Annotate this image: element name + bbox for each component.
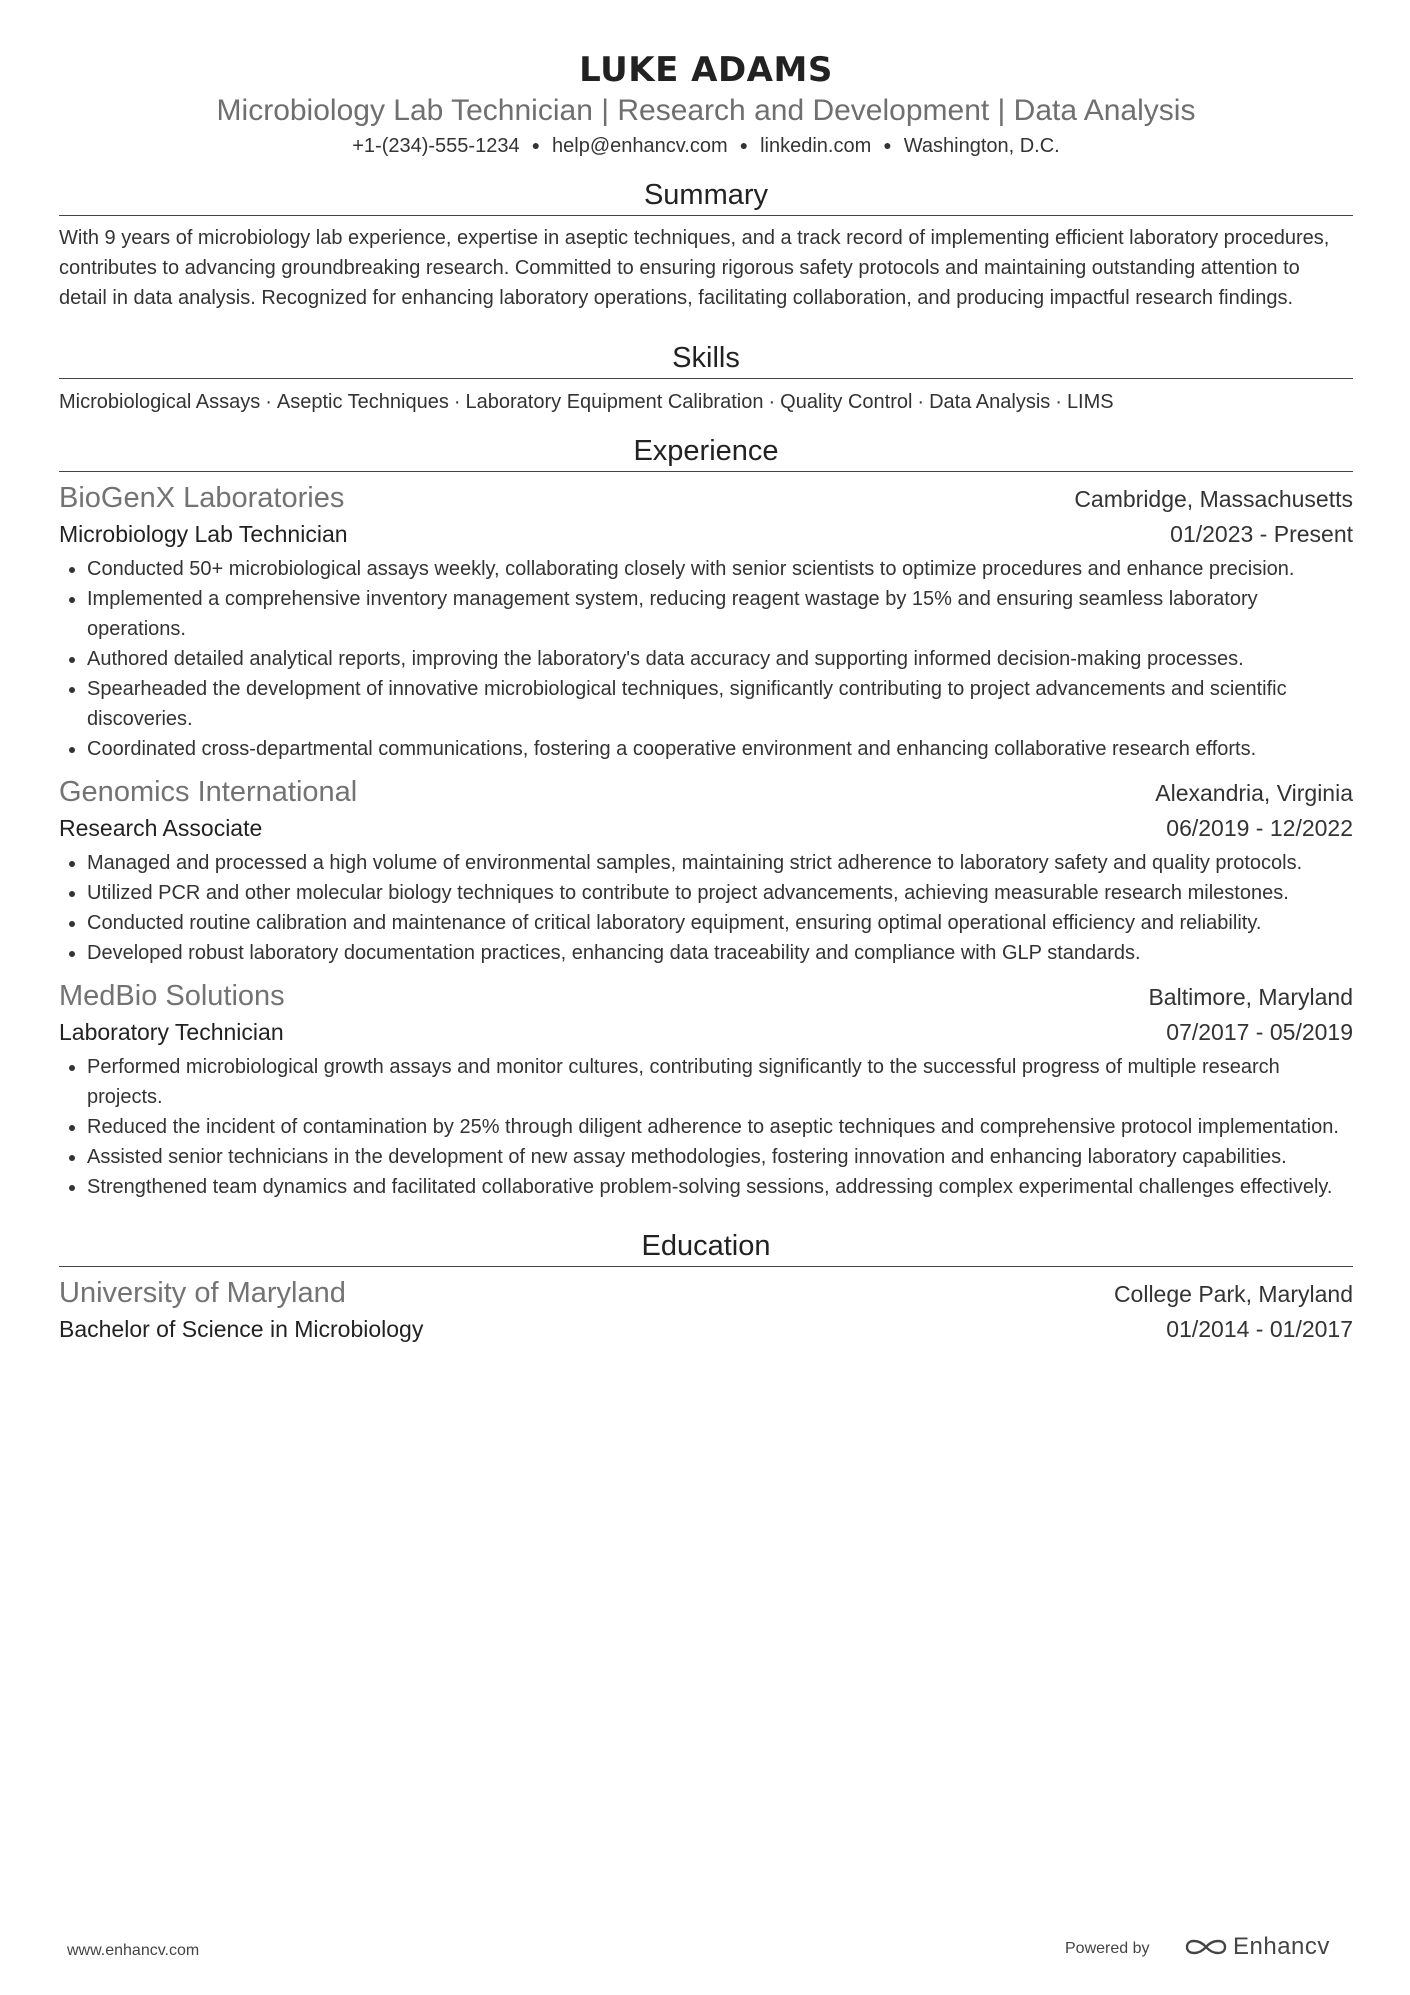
- job-bullet: • Reduced the incident of contamination by 25% through diligent adherence to aseptic techniques and comprehensive protocol implementation.: [87, 1112, 1353, 1142]
- job-bullet: • Managed and processed a high volume of environmental samples, maintaining strict adherence to laboratory safety and quality protocols.: [87, 848, 1353, 878]
- job-bullets: [59, 1052, 1353, 1202]
- skill-separator: ·: [453, 391, 461, 413]
- job-bullets: [59, 848, 1353, 968]
- footer-brand: Enhancv: [1233, 1933, 1330, 1960]
- job-dates: 06/2019 - 12/2022: [1166, 815, 1353, 841]
- skill-separator: ·: [265, 391, 272, 413]
- job-bullet: • Assisted senior technicians in the development of new assay methodologies, fostering innovation and enhancing laboratory capabilities.: [87, 1142, 1353, 1172]
- job-bullets: [59, 554, 1353, 764]
- job-dates: 07/2017 - 05/2019: [1166, 1019, 1353, 1045]
- skill-item: Microbiological Assays: [59, 391, 261, 413]
- job-location: Alexandria, Virginia: [1155, 780, 1353, 806]
- education-entry: [59, 1275, 1353, 1345]
- education-section: [59, 1228, 1353, 1345]
- skill-separator: ·: [917, 391, 925, 413]
- contact-line: [59, 131, 1353, 160]
- contact-phone: +1-(234)-555-1234: [352, 135, 520, 157]
- footer-powered-by: Powered by: [1065, 1940, 1150, 1957]
- skill-item: Laboratory Equipment Calibration: [465, 391, 764, 413]
- summary-heading: Summary: [59, 177, 1353, 216]
- summary-section: [59, 177, 1353, 313]
- skill-item: LIMS: [1066, 391, 1114, 413]
- job-bullet: • Conducted routine calibration and maintenance of critical laboratory equipment, ensuring optimal operational efficiency and reliability.: [87, 908, 1353, 938]
- education-dates: 01/2014 - 01/2017: [1166, 1316, 1353, 1342]
- summary-text: With 9 years of microbiology lab experience, expertise in aseptic techniques, and a track record of implementing efficient laboratory procedures, contributes to advancing groundbreaking research. Committed to ensuring rigorous safety protocols and maintaining outstanding attention to detail in data analysis. Recognized for enhancing laboratory operations, facilitating collaboration, and producing impactful research findings.: [59, 227, 1330, 309]
- education-location: College Park, Maryland: [1113, 1281, 1353, 1307]
- job-bullet: • Conducted 50+ microbiological assays weekly, collaborating closely with senior scientists to optimize procedures and enhance precision.: [87, 554, 1353, 584]
- footer-logo[interactable]: [1183, 1932, 1330, 1962]
- skill-separator: ·: [1055, 391, 1062, 413]
- skills-list: [59, 387, 1353, 417]
- job-location: Baltimore, Maryland: [1148, 984, 1353, 1010]
- skill-item: Quality Control: [780, 391, 913, 413]
- experience-heading: Experience: [59, 433, 1353, 472]
- job-entry: [59, 774, 1353, 968]
- job-company: MedBio Solutions: [59, 980, 285, 1012]
- job-bullet: • Utilized PCR and other molecular biology techniques to contribute to project advancements, achieving measurable research milestones.: [87, 878, 1353, 908]
- candidate-name: LUKE ADAMS: [579, 50, 833, 90]
- job-entry: [59, 978, 1353, 1202]
- separator-dot-icon: ●: [883, 137, 892, 153]
- candidate-title: Microbiology Lab Technician | Research and Development | Data Analysis: [216, 94, 1196, 127]
- skills-section: [59, 340, 1353, 417]
- skill-item: Aseptic Techniques: [276, 391, 449, 413]
- job-dates: 01/2023 - Present: [1170, 521, 1353, 547]
- job-company: Genomics International: [59, 776, 358, 808]
- job-entry: [59, 480, 1353, 764]
- job-bullet: • Implemented a comprehensive inventory management system, reducing reagent wastage by 15% and ensuring seamless laboratory operations.: [87, 584, 1353, 644]
- job-location: Cambridge, Massachusetts: [1074, 486, 1353, 512]
- skill-item: Data Analysis: [929, 391, 1051, 413]
- job-role: Research Associate: [59, 815, 263, 841]
- job-bullet: • Authored detailed analytical reports, improving the laboratory's data accuracy and supporting informed decision-making processes.: [87, 644, 1353, 674]
- education-heading: Education: [59, 1228, 1353, 1267]
- job-role: Microbiology Lab Technician: [59, 521, 348, 547]
- enhancv-logo-icon: [1183, 1932, 1229, 1962]
- resume-header: [59, 0, 1353, 160]
- resume-page: [59, 0, 1353, 1345]
- job-bullet: • Coordinated cross-departmental communications, fostering a cooperative environment and enhancing collaborative research efforts.: [87, 734, 1353, 764]
- skill-separator: ·: [768, 391, 776, 413]
- contact-linkedin[interactable]: linkedin.com: [760, 135, 872, 157]
- education-school: University of Maryland: [59, 1277, 346, 1309]
- contact-location: Washington, D.C.: [903, 135, 1060, 157]
- job-role: Laboratory Technician: [59, 1019, 284, 1045]
- page-footer: [0, 1932, 1410, 1972]
- experience-section: [59, 433, 1353, 1202]
- education-degree: Bachelor of Science in Microbiology: [59, 1316, 424, 1342]
- skills-heading: Skills: [59, 340, 1353, 379]
- job-bullet: • Spearheaded the development of innovative microbiological techniques, significantly contributing to project advancements and scientific discoveries.: [87, 674, 1353, 734]
- contact-email[interactable]: help@enhancv.com: [552, 135, 728, 157]
- separator-dot-icon: ●: [531, 137, 541, 153]
- footer-url[interactable]: www.enhancv.com: [67, 1942, 200, 1959]
- job-bullet: • Performed microbiological growth assays and monitor cultures, contributing significantly to the successful progress of multiple research projects.: [87, 1052, 1353, 1112]
- job-company: BioGenX Laboratories: [59, 482, 345, 514]
- job-bullet: • Strengthened team dynamics and facilitated collaborative problem-solving sessions, addressing complex experimental challenges effectively.: [87, 1172, 1353, 1202]
- job-bullet: • Developed robust laboratory documentation practices, enhancing data traceability and compliance with GLP standards.: [87, 938, 1353, 968]
- separator-dot-icon: ●: [739, 137, 749, 153]
